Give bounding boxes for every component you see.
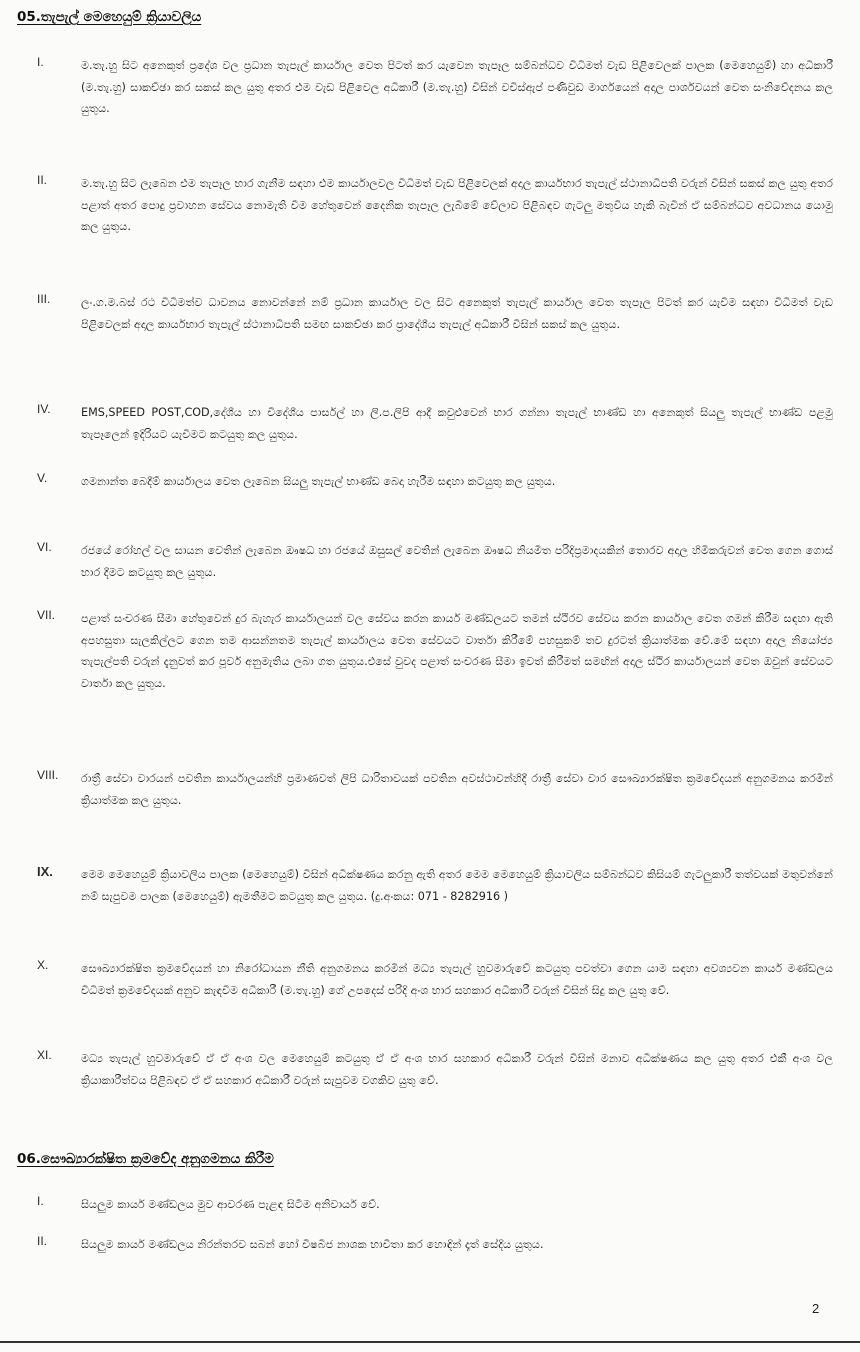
item-numeral: IV. [37, 402, 51, 416]
item-numeral: II. [37, 1234, 48, 1248]
page-bottom-border [0, 1341, 860, 1343]
item-numeral: I. [37, 55, 44, 69]
item-numeral: V. [37, 471, 48, 485]
item-text: ම.තැ.හු සිට ලැබෙන එම තැපෑල භාර ගැනීම සඳහා එම කාර්යාලවල විධිමත් වැඩ පිළිවෙලක් අදාල කාර්යභාර තැපැල් ස්ථානාධිපති වරුන් විසින් සකස් කල යුතු අතර පළාත් අතර පොදු ප්‍රවාහන සේවය නොමැති වීම හේතුවෙන් දෛනික තැපෑල ලැබීමේ වේලාව පිළිබඳව ගැටලු මතුවිය හැකි බැවින් ඒ සම්බන්ධව අවධානය යොමු කල යුතුය. [81, 177, 833, 234]
item-numeral: IX. [37, 864, 53, 879]
item-text: මධ්‍ය තැපැල් හුවමාරුවේ ඒ ඒ අංශ වල මෙහෙයුම් කටයුතු ඒ ඒ අංශ භාර සහකාර අධිකාරී වරුන් විසින් මනාව අධීක්ෂණය කල යුතු අතර එකී අංශ වල ක්‍රියාකාරීත්වය පිළිබඳව ඒ ඒ සහකාර අධිකාරී වරුන් සැපුවම වගකිව යුතු වේ. [81, 1052, 833, 1087]
item-text: සෞඛ්‍යාරක්ෂිත ක්‍රමවේදයන් හා නිරෝධායන නීති අනුගමනය කරමින් මධ්‍ය තැපැල් හුවමාරුවේ කටයුතු පවත්වා ගෙන යාම සඳහා අවශ්‍යවන කාර්ය මණ්ඩලය විධිමත් ක්‍රමවේදයක් අනුව කැඳවීම අධිකාරී (ම.තැ.හු) ගේ උපදෙස් පරිදි අංශ භාර සහකාර අධිකාරී වරුන් විසින් සිදු කල යුතු වේ. [81, 962, 833, 997]
item-text: රජයේ රෝහල් වල සායන වෙතින් ලැබෙන ඖෂධ හා රජයේ ඔසුසල් වෙතින් ලැබෙන ඖෂධ නියමිත පරිදිප්‍රමාදයකින් තොරව අදාල හිමිකරුවන් වෙත ගෙන ගොස් භාර දීමට කටයුතු කල යුතුය. [81, 544, 833, 579]
item-text: සියලුම කාර්ය මණ්ඩලය නිරන්තරව සබන් හෝ විෂබීජ නාශක භාවිතා කර හොඳින් දෑත් සේදිය යුතුය. [81, 1238, 544, 1251]
item-text: පළාත් සංචරණ සීමා හේතුවෙන් දුර බැහැර කාර්යාලයන් වල සේවය කරන කාර්ය මණ්ඩලයට තමන් ස්ථිරව සේවය කරන කාර්යාල වෙත ගමන් කිරීම සඳහා ඇති අපහසුතා සැලකිල්ලට ගෙන තම ආසන්නතම තැපැල් කාර්යාලය වෙත සේවයට වාර්තා කිරීමේ පහසුකම් තව දුරටත් ක්‍රියාත්මක වේ.මේ සඳහා අදාල නියෝජ්‍ය තැපැල්පති වරුන් දැනුවත් කර පූර්ව අනුමැතිය ලබා ගත යුතුය.එසේ වුවද පළාත් සංචරණ සීමා ඉවත් කිරීමත් සමඟින් අදාල ස්ථිර කාර්යාලයන් වෙත ඔවුන් සේවයට වාර්තා කල යුතුය. [81, 612, 833, 690]
item-text: රාත්‍රී සේවා වාරයන් පවතින කාර්යාලයන්හි ප්‍රමාණවත් ලිපි ධාරිතාවයක් පවතින අවස්ථාවන්හිදී රාත්‍රී සේවා වාර සෞඛ්‍යාරක්ෂිත ක්‍රමවේදයන් අනුගමනය කරමින් ක්‍රියාත්මක කල යුතුය. [81, 772, 833, 807]
page-number: 2 [812, 1301, 820, 1316]
item-numeral: X. [37, 958, 49, 972]
item-text: ලං.ග.ම.බස් රථ විධිමත්ව ධාවනය නොවන්නේ නම් ප්‍රධාන කාර්යාල වල සිට අනෙකුත් තැපැල් කාර්යාල වෙත තැපෑල පිටත් කර යැවීම සඳහා විධිමත් වැඩ පිළිවෙලක් අදාල කාර්යභාර තැපැල් ස්ථානාධිපති සමඟ සාකච්ඡා කර ප්‍රාදේශීය තැපැල් අධිකාරී විසින් සකස් කල යුතුය. [81, 296, 833, 331]
item-numeral: VII. [37, 608, 56, 622]
item-text: ගමනාන්ත බෙදීම් කාර්යාලය වෙත ලැබෙන සියලු තැපැල් භාණ්ඩ බෙදා හැරීම සඳහා කටයුතු කල යුතුය. [81, 475, 556, 488]
item-text: ම.තැ.හු සිට අනෙකුත් ප්‍රදේශ වල ප්‍රධාන තැපැල් කාර්යාල වෙත පිටත් කර යැවෙන තැපෑල සම්බන්ධව විධිමත් වැඩ පිළිවෙලක් පාලක (මෙහෙයුම්) හා අධිකාරී (ම.තැ.හු) සාකච්ඡා කර සකස් කල යුතු අතර එම වැඩ පිළිවෙල අධිකාරී (ම.තැ.හු) විසින් වචිස්ඇප් පණිවුඩ මාර්ගයෙන් අදාල පාර්ශවයන් වෙත සංනිවේදනය කල යුතුය. [81, 59, 833, 116]
item-numeral: VIII. [37, 768, 59, 782]
item-numeral: VI. [37, 540, 52, 554]
item-text: මෙම මෙහෙයුම් ක්‍රියාවලිය පාලක (මෙහෙයුම්) විසින් අධීක්ෂණය කරනු ඇති අතර මෙම මෙහෙයුම් ක්‍රියාවලිය සම්බන්ධව කිසියම් ගැටලුකාරී තත්වයක් මතුවන්නේ නම් සැපුවම පාලක (මෙහෙයුම්) ඇමතීමට කටයුතු කල යුතුය. (දු.අංකය: 071 - 8282916 ) [81, 868, 833, 903]
item-numeral: III. [37, 292, 51, 306]
item-numeral: XI. [37, 1048, 52, 1062]
section-heading-health-methods: 06.සෞඛ්‍යාරක්ෂිත ක්‍රමවේද අනුගමනය කිරීම [17, 1151, 274, 1167]
item-numeral: II. [37, 173, 48, 187]
item-text: සියලුම කාර්ය මණ්ඩලය මුව ආවරණ පැළඳ සිටීම අනිවාර්ය වේ. [81, 1198, 380, 1211]
section-heading-operations: 05.තැපැල් මෙහෙයුම් ක්‍රියාවලිය [17, 9, 202, 25]
item-text: EMS,SPEED POST,COD,දේශීය හා විදේශීය පාර්සල් හා ලි.ප.ලිපි ආදී කවුළුවෙන් භාර ගන්නා තැපැල් භාණ්ඩ හා අනෙකුත් සියලු තැපැල් භාණ්ඩ පළමු තැපෑලෙන් ඉදිරියට යැවීමට කටයුතු කල යුතුය. [81, 406, 833, 441]
item-numeral: I. [37, 1194, 44, 1208]
